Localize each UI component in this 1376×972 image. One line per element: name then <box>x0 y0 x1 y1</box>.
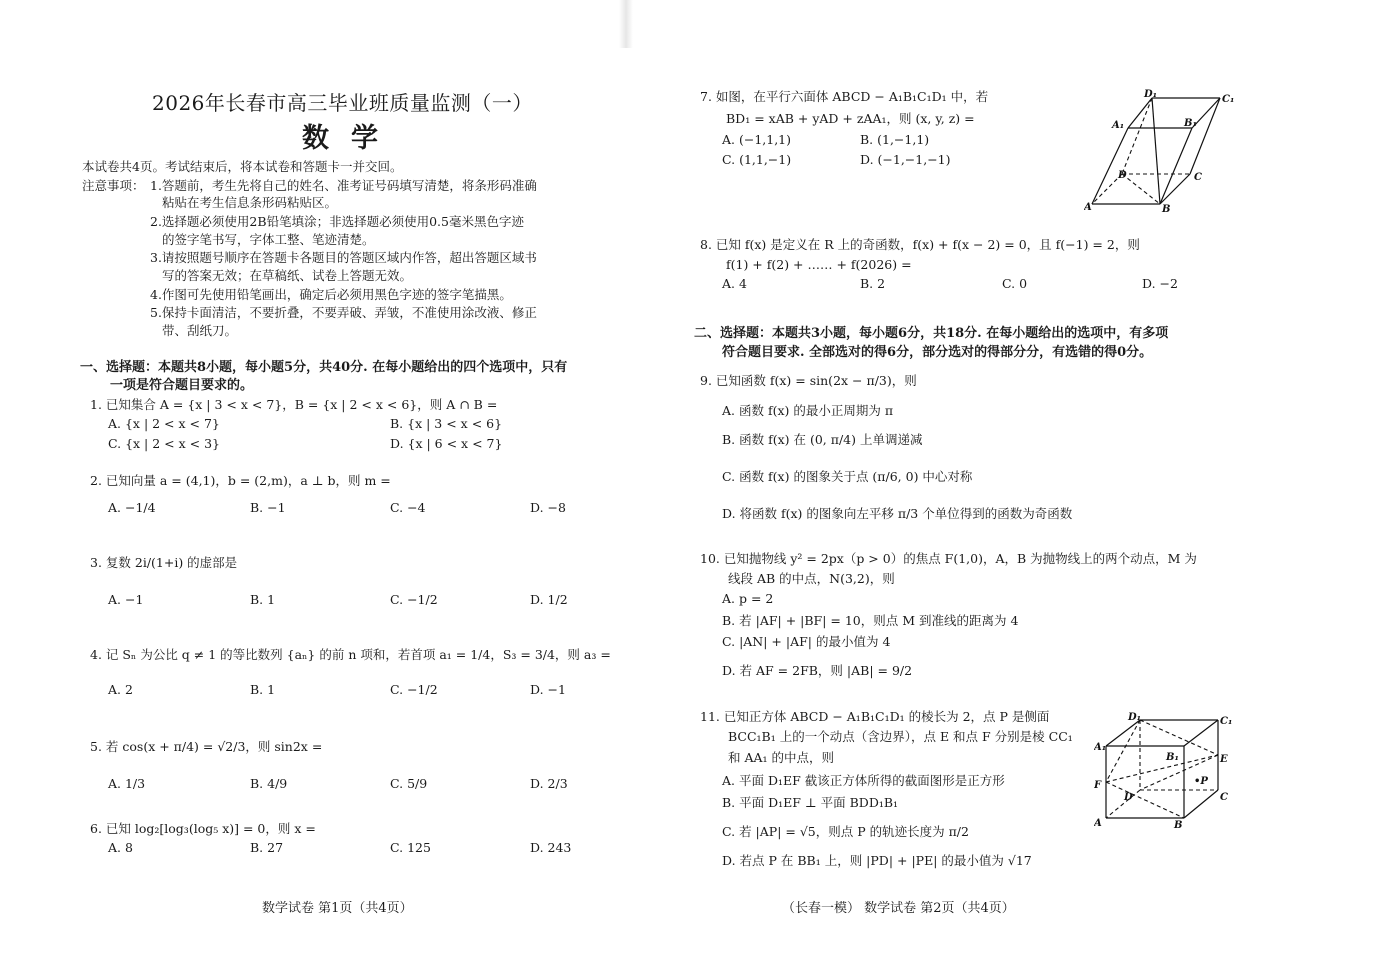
q6-option-c: C. 125 <box>390 840 431 855</box>
note-line: 5.保持卡面清洁，不要折叠，不要弄破、弄皱，不准使用涂改液、修正 <box>150 305 537 320</box>
vertex-label: D <box>1124 792 1133 803</box>
page-2 <box>688 0 1376 972</box>
parallelepiped-figure <box>1084 88 1234 214</box>
question-3-stem: 3. 复数 2i/(1+i) 的虚部是 <box>90 555 238 570</box>
note-line: 2.选择题必须使用2B铅笔填涂；非选择题必须使用0.5毫米黑色字迹 <box>150 214 524 229</box>
q8-option-d: D. −2 <box>1142 276 1178 291</box>
q9-option-a: A. 函数 f(x) 的最小正周期为 π <box>722 403 894 418</box>
vertex-label: D <box>1118 170 1127 181</box>
vertex-label: B <box>1174 820 1183 830</box>
edge <box>1092 128 1128 204</box>
vertex-label: F <box>1094 780 1102 791</box>
section-1-heading-cont: 一项是符合题目要求的。 <box>110 378 254 393</box>
q10-option-a: A. p = 2 <box>722 591 774 606</box>
q4-option-b: B. 1 <box>250 682 276 697</box>
q8-option-b: B. 2 <box>860 276 886 291</box>
section-1-heading: 一、选择题：本题共8小题，每小题5分，共40分. 在每小题给出的四个选项中，只有 <box>80 360 568 375</box>
q5-option-c: C. 5/9 <box>390 776 428 791</box>
q2-option-b: B. −1 <box>250 500 286 515</box>
question-11-stem: 11. 已知正方体 ABCD − A₁B₁C₁D₁ 的棱长为 2，点 P 是侧面 <box>700 709 1050 724</box>
q10-option-b: B. 若 |AF| + |BF| = 10，则点 M 到准线的距离为 4 <box>722 613 1019 628</box>
q6-option-d: D. 243 <box>530 840 572 855</box>
q1-option-d: D. {x | 6 < x < 7} <box>390 436 503 451</box>
q11-option-b: B. 平面 D₁EF ⊥ 平面 BDD₁B₁ <box>722 795 899 810</box>
question-10-stem: 10. 已知抛物线 y² = 2px（p > 0）的焦点 F(1,0)，A，B 为抛物线上的两个动点，M 为 <box>700 551 1197 566</box>
hidden-edge <box>1106 790 1140 818</box>
vertex-label: C₁ <box>1222 94 1234 105</box>
q9-option-c: C. 函数 f(x) 的图象关于点 (π/6, 0) 中心对称 <box>722 469 973 484</box>
q11-option-c: C. 若 |AP| = √5，则点 P 的轨迹长度为 π/2 <box>722 824 969 839</box>
q2-option-c: C. −4 <box>390 500 426 515</box>
vertex-label: B <box>1162 204 1171 214</box>
question-11-stem-cont: BCC₁B₁ 上的一个动点（含边界），点 E 和点 F 分别是棱 CC₁ <box>728 729 1073 744</box>
question-6-stem: 6. 已知 log₂[log₃(log₅ x)] = 0，则 x = <box>90 821 316 836</box>
q2-option-d: D. −8 <box>530 500 566 515</box>
q7-option-a: A. (−1,1,1) <box>722 132 792 147</box>
q2-option-a: A. −1/4 <box>108 500 156 515</box>
hidden-edge <box>1122 174 1160 204</box>
q9-option-d: D. 将函数 f(x) 的图象向左平移 π/3 个单位得到的函数为奇函数 <box>722 506 1073 521</box>
vertex-label: A₁ <box>1094 742 1107 753</box>
q4-option-d: D. −1 <box>530 682 566 697</box>
q5-option-b: B. 4/9 <box>250 776 288 791</box>
question-7-stem: 7. 如图，在平行六面体 ABCD − A₁B₁C₁D₁ 中，若 <box>700 89 989 104</box>
vertex-label: D₁ <box>1144 89 1158 100</box>
section-line <box>1106 720 1140 782</box>
q1-option-b: B. {x | 3 < x < 6} <box>390 416 503 431</box>
vertex-label: C <box>1194 172 1202 183</box>
note-line: 3.请按照题号顺序在答题卡各题目的答题区域内作答，超出答题区域书 <box>150 250 537 265</box>
q10-option-d: D. 若 AF = 2FB，则 |AB| = 9/2 <box>722 663 913 678</box>
vertex-label: •P <box>1194 776 1208 787</box>
note-line: 写的答案无效；在草稿纸、试卷上答题无效。 <box>162 268 413 283</box>
section-2-heading: 二、选择题：本题共3小题，每小题6分，共18分. 在每小题给出的选项中，有多项 <box>694 326 1169 341</box>
hidden-edge <box>1122 98 1152 174</box>
q4-option-a: A. 2 <box>108 682 133 697</box>
q7-option-d: D. (−1,−1,−1) <box>860 152 951 167</box>
note-line: 粘贴在考生信息条形码粘贴区。 <box>162 195 338 210</box>
q10-option-c: C. |AN| + |AF| 的最小值为 4 <box>722 634 891 649</box>
q8-option-c: C. 0 <box>1002 276 1028 291</box>
edge <box>1160 128 1192 204</box>
edge <box>1106 720 1140 746</box>
question-7-stem-cont: BD₁ = xAB + yAD + zAA₁，则 (x, y, z) = <box>726 111 975 126</box>
q7-option-c: C. (1,1,−1) <box>722 152 792 167</box>
intro-text: 本试卷共4页。考试结束后，将本试卷和答题卡一并交回。 <box>82 159 403 174</box>
edge <box>1128 98 1152 128</box>
q7-option-b: B. (1,−1,1) <box>860 132 930 147</box>
note-line: 1.答题前，考生先将自己的姓名、准考证号码填写清楚，将条形码准确 <box>150 178 537 193</box>
note-line: 4.作图可先使用铅笔画出，确定后必须用黑色字迹的签字笔描黑。 <box>150 287 512 302</box>
vertex-label: E <box>1220 754 1228 765</box>
vertex-label: A <box>1094 818 1102 829</box>
q6-option-a: A. 8 <box>108 840 133 855</box>
vertex-label: D₁ <box>1128 712 1142 723</box>
section-2-heading-cont: 符合题目要求. 全部选对的得6分，部分选对的得部分分，有选错的得0分。 <box>722 345 1153 360</box>
edge <box>1184 720 1218 746</box>
question-1-stem: 1. 已知集合 A = {x | 3 < x < 7}，B = {x | 2 < x < 6}，则 A ∩ B = <box>90 397 498 412</box>
q3-option-d: D. 1/2 <box>530 592 568 607</box>
notes-label: 注意事项： <box>82 178 145 193</box>
page-1 <box>0 0 680 972</box>
vertex-label: C₁ <box>1220 716 1233 727</box>
vertex-label: A <box>1084 202 1092 213</box>
q9-option-b: B. 函数 f(x) 在 (0, π/4) 上单调递减 <box>722 432 923 447</box>
q5-option-a: A. 1/3 <box>108 776 146 791</box>
q1-option-a: A. {x | 2 < x < 7} <box>108 416 220 431</box>
q1-option-c: C. {x | 2 < x < 3} <box>108 436 220 451</box>
exam-title: 2026年长春市高三毕业班质量监测（一） <box>152 91 533 115</box>
note-line: 的签字笔书写，字体工整、笔迹清楚。 <box>162 232 375 247</box>
vertex-label: B₁ <box>1166 752 1179 763</box>
question-11-stem-cont2: 和 AA₁ 的中点，则 <box>728 750 835 765</box>
note-line: 带、刮纸刀。 <box>162 323 238 338</box>
page-footer: （长春一模） 数学试卷 第2页（共4页） <box>782 901 1015 916</box>
vertex-label: C <box>1220 792 1228 803</box>
q3-option-a: A. −1 <box>108 592 144 607</box>
cube-figure <box>1094 710 1234 830</box>
edge <box>1184 790 1218 818</box>
edge <box>1190 98 1220 174</box>
vertex-label: B₁ <box>1184 118 1197 129</box>
section-line <box>1140 720 1218 755</box>
question-8-stem: 8. 已知 f(x) 是定义在 R 上的奇函数，f(x) + f(x − 2) = 0，且 f(−1) = 2，则 <box>700 237 1140 252</box>
q3-option-b: B. 1 <box>250 592 276 607</box>
q5-option-d: D. 2/3 <box>530 776 568 791</box>
q6-option-b: B. 27 <box>250 840 284 855</box>
q8-option-a: A. 4 <box>722 276 747 291</box>
question-9-stem: 9. 已知函数 f(x) = sin(2x − π/3)，则 <box>700 373 917 388</box>
q11-option-a: A. 平面 D₁EF 截该正方体所得的截面图形是正方形 <box>722 773 1005 788</box>
vertex-label: A₁ <box>1112 120 1125 131</box>
q11-option-d: D. 若点 P 在 BB₁ 上，则 |PD| + |PE| 的最小值为 √17 <box>722 853 1032 868</box>
question-10-stem-cont: 线段 AB 的中点，N(3,2)，则 <box>728 571 895 586</box>
question-4-stem: 4. 记 Sₙ 为公比 q ≠ 1 的等比数列 {aₙ} 的前 n 项和，若首项 a₁ = 1/4，S₃ = 3/4，则 a₃ = <box>90 647 611 662</box>
q3-option-c: C. −1/2 <box>390 592 438 607</box>
edge <box>1160 174 1190 204</box>
question-5-stem: 5. 若 cos(x + π/4) = √2/3，则 sin2x = <box>90 739 323 754</box>
q4-option-c: C. −1/2 <box>390 682 438 697</box>
page-footer: 数学试卷 第1页（共4页） <box>262 901 413 916</box>
question-8-stem-cont: f(1) + f(2) + …… + f(2026) = <box>726 257 912 272</box>
diagonal-bd1 <box>1152 98 1160 204</box>
subject-title: 数学 <box>302 123 400 154</box>
question-2-stem: 2. 已知向量 a = (4,1)，b = (2,m)，a ⊥ b，则 m = <box>90 473 391 488</box>
